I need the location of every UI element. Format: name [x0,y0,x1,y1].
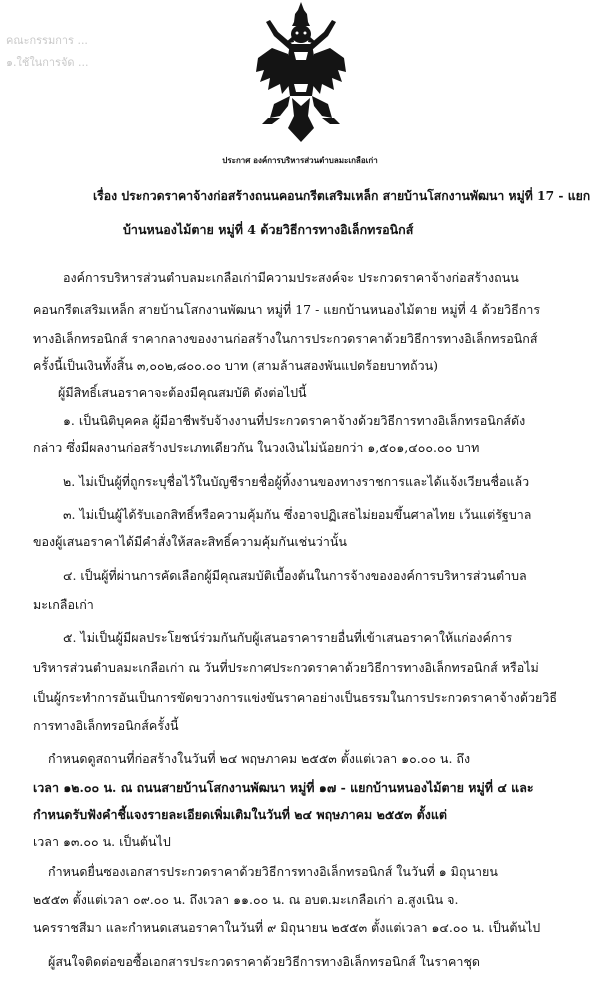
announcement-issuer: ประกาศ องค์การบริหารส่วนตำบลมะเกลือเก่า [222,155,378,165]
body-line: คอนกรีตเสริมเหล็ก สายบ้านโสกงานพัฒนา หมู่ที่ 17 - แยกบ้านหนองไม้ตาย หมู่ที่ 4 ด้วยวิธีการ [33,302,541,317]
announcement-subject: เรื่อง ประกวดราคาจ้างก่อสร้างถนนคอนกรีตเสริมเหล็ก สายบ้านโสกงานพัฒนา หมู่ที่ 17 - แยก [93,188,591,203]
ghost-line: คณะกรรมการ ... [6,34,88,47]
submission-line-cont: นครราชสีมา และกำหนดเสนอราคาในวันที่ ๙ มิถุนายน ๒๕๕๓ ตั้งแต่เวลา ๑๔.๐๐ น. เป็นต้นไป [33,920,541,935]
briefing-line: กำหนดรับฟังคำชี้แจงรายละเอียดเพิ่มเติมในวันที่ ๒๔ พฤษภาคม ๒๕๕๓ ตั้งแต่ [33,807,448,822]
qualification-1-cont: กล่าว ซึ่งมีผลงานก่อสร้างประเภทเดียวกัน ในวงเงินไม่น้อยกว่า ๑,๕๐๑,๔๐๐.๐๐ บาท [33,440,480,455]
qualification-3-cont: ของผู้เสนอราคาได้มีคำสั่งให้สละสิทธิ์ความคุ้มกันเช่นว่านั้น [33,534,347,549]
garuda-emblem-icon [254,0,348,145]
qualification-2: ๒. ไม่เป็นผู้ที่ถูกระบุชื่อไว้ในบัญชีรายชื่อผู้ทิ้งงานของทางราชการและได้แจ้งเวียนชื่อแล้ว [63,474,530,489]
body-line: องค์การบริหารส่วนตำบลมะเกลือเก่ามีความประสงค์จะ ประกวดราคาจ้างก่อสร้างถนน [63,270,519,285]
site-visit-line: กำหนดดูสถานที่ก่อสร้างในวันที่ ๒๔ พฤษภาคม ๒๕๕๓ ตั้งแต่เวลา ๑๐.๐๐ น. ถึง [48,751,471,766]
body-line: ทางอิเล็กทรอนิกส์ ราคากลางของงานก่อสร้างในการประกวดราคาด้วยวิธีการทางอิเล็กทรอนิกส์ [33,331,538,346]
qualification-4: ๔. เป็นผู้ที่ผ่านการคัดเลือกผู้มีคุณสมบัติเบื้องต้นในการจ้างขององค์การบริหารส่วนตำบล [63,568,527,583]
briefing-time: เวลา ๑๓.๐๐ น. เป็นต้นไป [33,834,171,849]
qualification-1: ๑. เป็นนิติบุคคล ผู้มีอาชีพรับจ้างงานที่ประกวดราคาจ้างด้วยวิธีการทางอิเล็กทรอนิกส์ดัง [63,413,526,428]
purchase-line: ผู้สนใจติดต่อขอซื้อเอกสารประกวดราคาด้วยวิธีการทางอิเล็กทรอนิกส์ ในราคาชุด [48,954,481,969]
qualification-4-cont: มะเกลือเก่า [33,597,94,612]
budget-line: ครั้งนี้เป็นเงินทั้งสิ้น ๓,๐๐๒,๘๐๐.๐๐ บาท (สามล้านสองพันแปดร้อยบาทถ้วน) [33,358,439,373]
qualification-5: ๕. ไม่เป็นผู้มีผลประโยชน์ร่วมกันกับผู้เสนอราคารายอื่นที่เข้าเสนอราคาให้แก่องค์การ [63,630,513,645]
submission-line: กำหนดยื่นซองเอกสารประกวดราคาด้วยวิธีการทางอิเล็กทรอนิกส์ ในวันที่ ๑ มิถุนายน [48,864,498,879]
submission-line-cont: ๒๕๕๓ ตั้งแต่เวลา ๐๙.๐๐ น. ถึงเวลา ๑๑.๐๐ น. ณ อบต.มะเกลือเก่า อ.สูงเนิน จ. [33,892,459,907]
qualification-5-cont: การทางอิเล็กทรอนิกส์ครั้งนี้ [33,718,179,733]
announcement-subject-cont: บ้านหนองไม้ตาย หมู่ที่ 4 ด้วยวิธีการทางอิเล็กทรอนิกส์ [123,222,414,237]
qualification-5-cont: บริหารส่วนตำบลมะเกลือเก่า ณ วันที่ประกาศประกวดราคาด้วยวิธีการทางอิเล็กทรอนิกส์ หรือไม่ [33,660,539,675]
qualification-3: ๓. ไม่เป็นผู้ได้รับเอกสิทธิ์หรือความคุ้มกัน ซึ่งอาจปฏิเสธไม่ยอมขึ้นศาลไทย เว้นแต่รัฐบาล [63,507,532,522]
qualification-5-cont: เป็นผู้กระทำการอันเป็นการขัดขวางการแข่งขันราคาอย่างเป็นธรรมในการประกวดราคาจ้างด้วยวิธี [33,690,557,705]
qualifications-heading: ผู้มีสิทธิ์เสนอราคาจะต้องมีคุณสมบัติ ดังต่อไปนี้ [58,385,307,400]
ghost-line: ๑.ใช้ในการจัด ... [6,56,89,69]
bleed-through-text [0,30,200,90]
site-visit-line-cont: เวลา ๑๒.๐๐ น. ณ ถนนสายบ้านโสกงานพัฒนา หมู่ที่ ๑๗ - แยกบ้านหนองไม้ตาย หมู่ที่ ๔ และ [33,780,534,795]
